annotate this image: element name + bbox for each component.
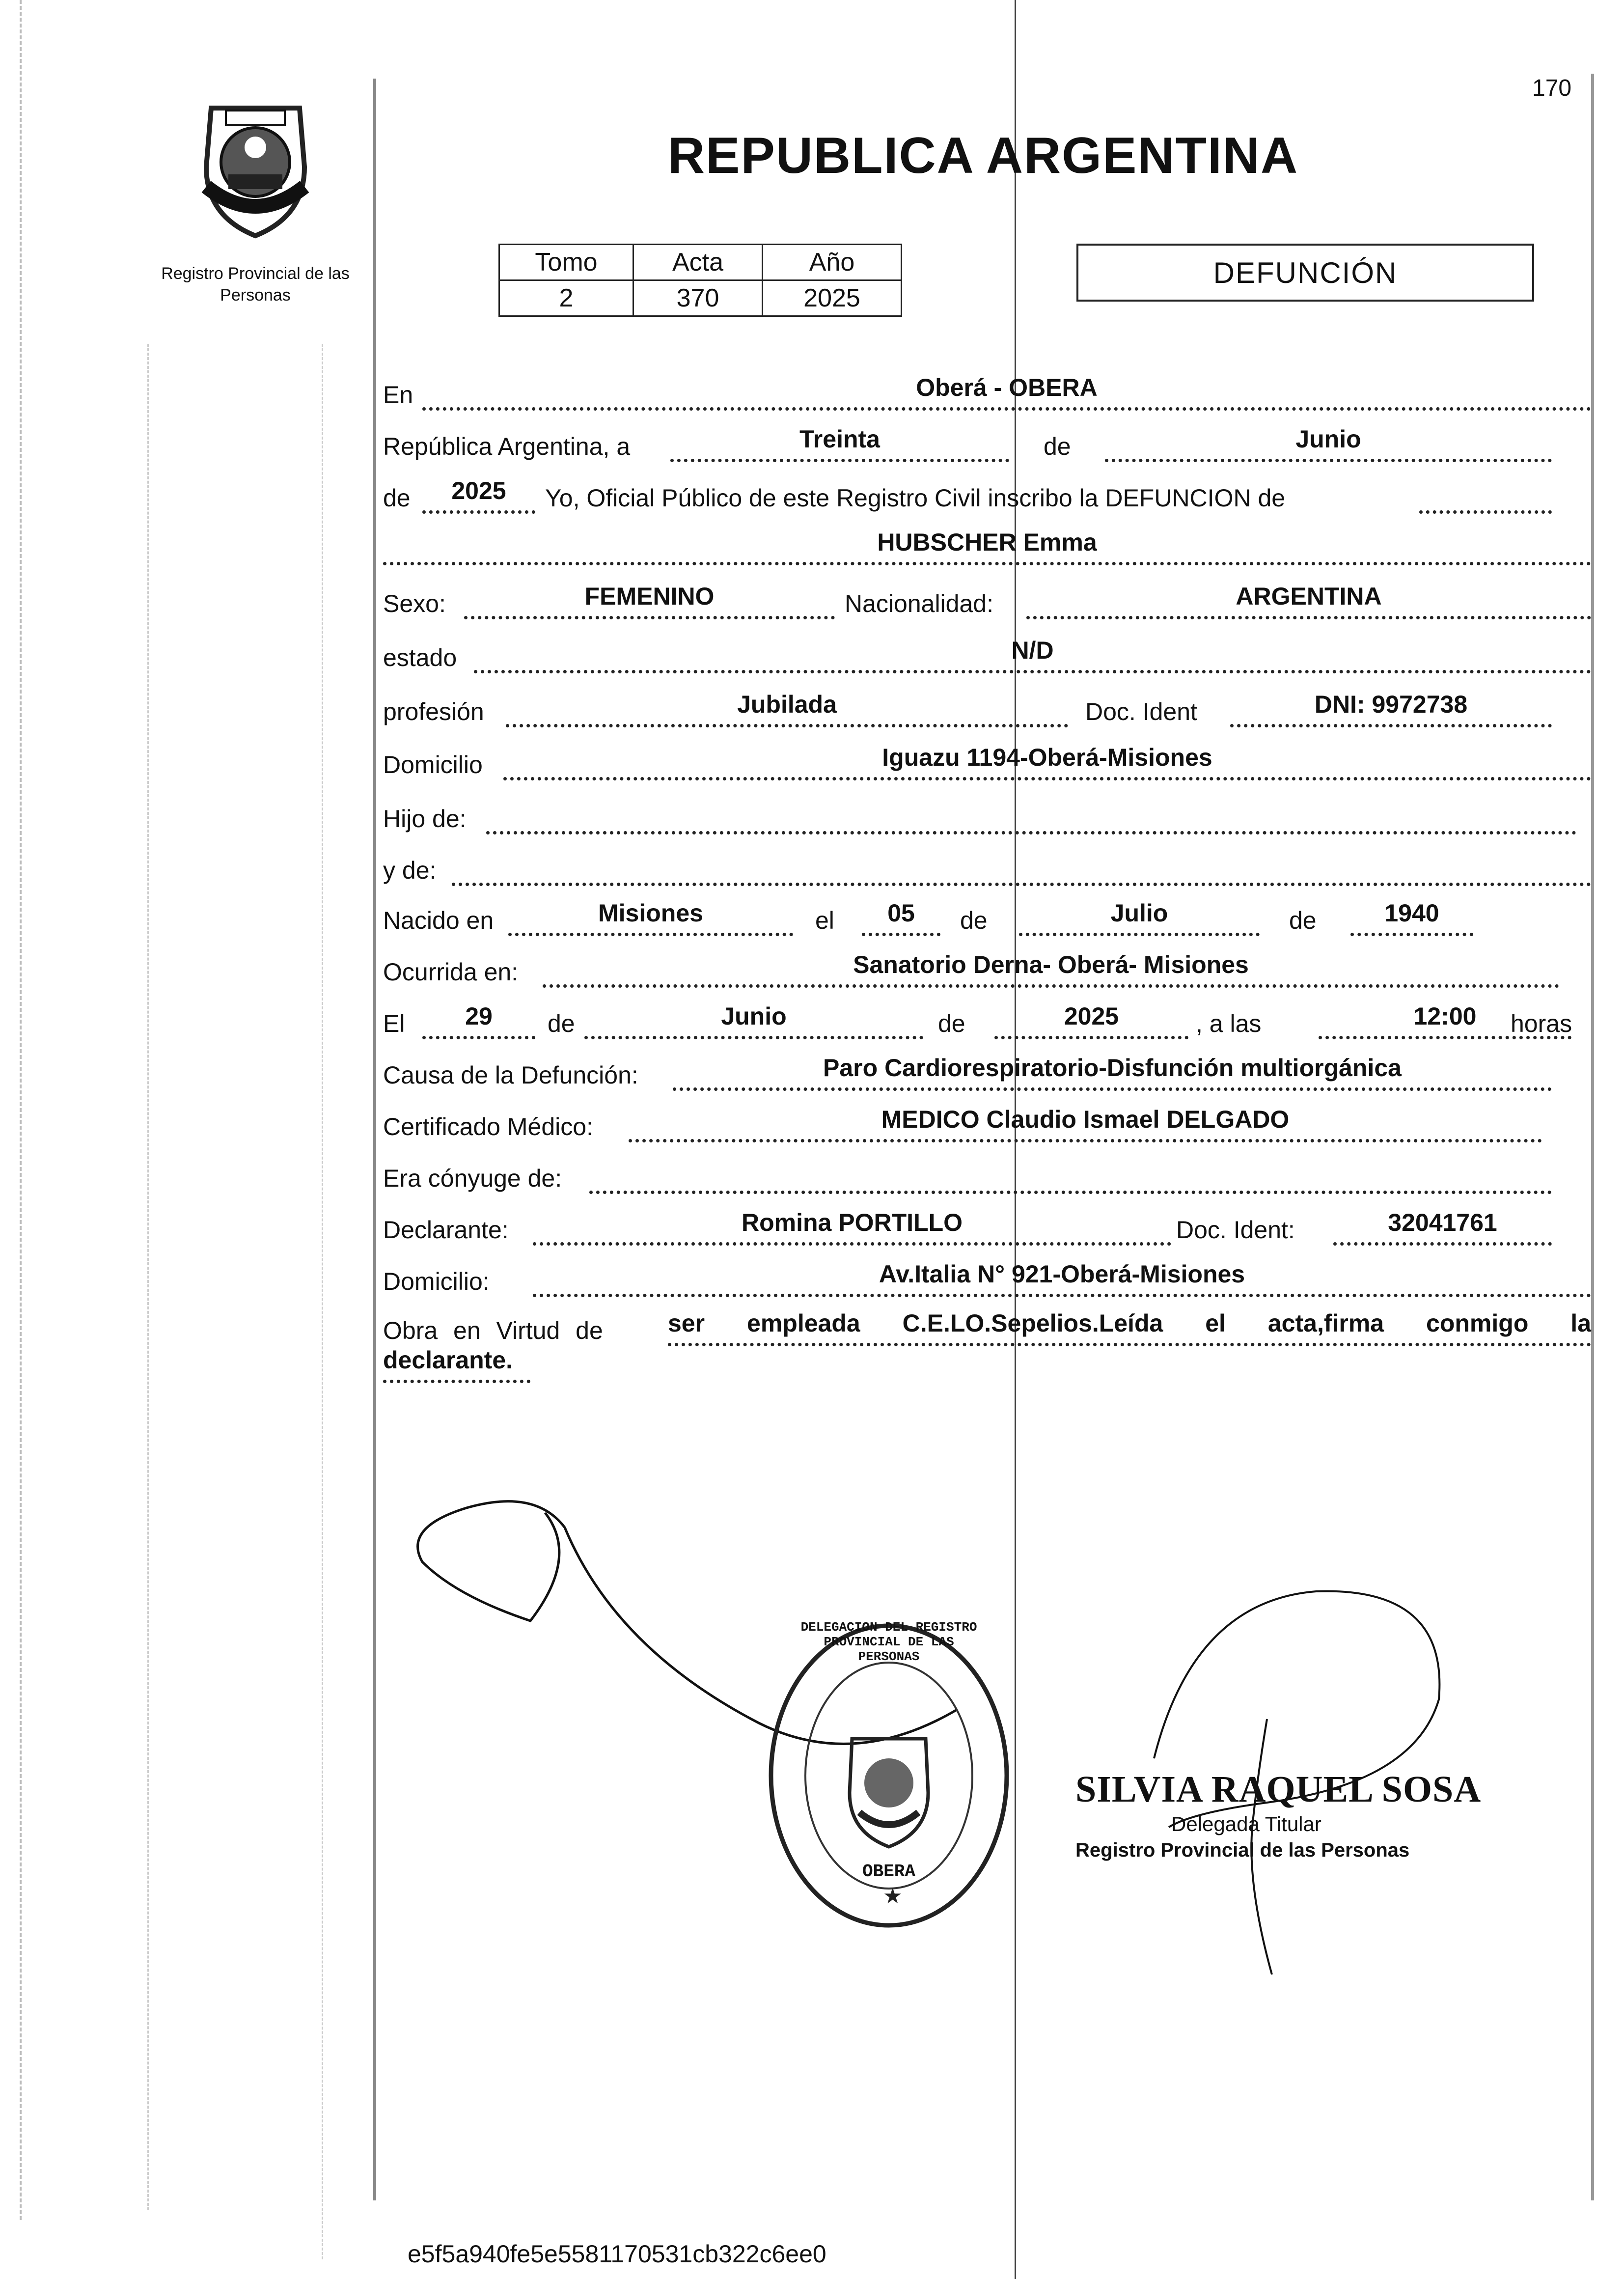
official-stamp <box>761 1616 1017 1935</box>
book-header-ano: Año <box>763 245 902 280</box>
label-causa: Causa de la Defunción: <box>383 1061 638 1089</box>
label-fecha-de2: de <box>938 1010 965 1037</box>
label-sexo: Sexo: <box>383 590 446 617</box>
row-republica <box>383 422 1591 467</box>
registry-label: Registro Provincial de las Personas <box>161 264 350 305</box>
row-obra-2 <box>383 1343 1591 1388</box>
field-fecha-year: 2025 <box>994 1001 1188 1039</box>
field-obra-line2: declarante. <box>383 1345 530 1383</box>
form-right-border <box>1591 74 1594 2200</box>
field-conyuge <box>589 1156 1552 1194</box>
book-header-tomo: Tomo <box>499 245 633 280</box>
book-table <box>498 244 902 317</box>
page-title: REPUBLICA ARGENTINA <box>668 127 1299 184</box>
label-nacido-de1: de <box>960 907 988 934</box>
book-table-header-row <box>499 245 902 280</box>
book-table-value-row <box>499 280 902 316</box>
field-hijo-de <box>486 797 1576 834</box>
stamp-ring-text: DELEGACION DEL REGISTRO PROVINCIAL DE LAS PERSONAS <box>800 1620 977 1664</box>
row-nacido <box>383 896 1591 941</box>
row-y-de <box>383 846 1591 890</box>
stamp-star: ★ <box>883 1884 903 1909</box>
field-estado: N/D <box>474 636 1591 673</box>
field-fecha-day: 29 <box>422 1001 535 1039</box>
book-value-ano: 2025 <box>763 280 902 316</box>
label-de: de <box>1044 433 1071 460</box>
label-y-de: y de: <box>383 857 437 884</box>
field-obra-line1: ser empleada C.E.LO.Sepelios.Leída el acta,firma conmigo la <box>668 1308 1591 1346</box>
form-left-border <box>373 79 376 2200</box>
row-domicilio <box>383 741 1591 785</box>
label-inscribo: Yo, Oficial Público de este Registro Civil inscribo la DEFUNCION de <box>545 484 1286 512</box>
field-domicilio: Iguazu 1194-Oberá-Misiones <box>503 743 1591 780</box>
row-hijo-de <box>383 795 1591 839</box>
left-margin-marks-2 <box>147 344 149 2210</box>
label-domicilio-declarante: Domicilio: <box>383 1268 490 1295</box>
field-nacionalidad: ARGENTINA <box>1026 582 1591 619</box>
field-nacido-place: Misiones <box>508 898 793 936</box>
label-certificado: Certificado Médico: <box>383 1113 593 1140</box>
field-deceased-name: HUBSCHER Emma <box>383 528 1591 565</box>
officer-office: Registro Provincial de las Personas <box>1075 1839 1410 1861</box>
label-fecha-de1: de <box>548 1010 575 1037</box>
document-type-box <box>1076 244 1534 302</box>
row-profesion <box>383 688 1591 732</box>
label-declarante-doc: Doc. Ident: <box>1176 1216 1295 1244</box>
label-fecha-el: El <box>383 1010 405 1037</box>
field-day: Treinta <box>670 424 1009 462</box>
officer-name: SILVIA RAQUEL SOSA <box>1075 1769 1482 1810</box>
label-hijo-de: Hijo de: <box>383 805 467 833</box>
left-margin-marks <box>20 0 22 2220</box>
field-time: 12:00 <box>1319 1001 1571 1039</box>
row-name <box>383 526 1591 570</box>
label-nacionalidad: Nacionalidad: <box>845 590 993 617</box>
label-estado: estado <box>383 644 457 671</box>
label-en: En <box>383 381 413 409</box>
field-defuncion-blank <box>1419 476 1552 514</box>
row-causa <box>383 1051 1591 1095</box>
field-domicilio-declarante: Av.Italia N° 921-Oberá-Misiones <box>533 1259 1591 1297</box>
row-declarante <box>383 1206 1591 1250</box>
field-fecha-month: Junio <box>584 1001 923 1039</box>
field-ocurrida: Sanatorio Derna- Oberá- Misiones <box>543 950 1559 988</box>
field-year: 2025 <box>422 476 535 514</box>
row-en <box>383 371 1591 415</box>
label-conyuge: Era cónyuge de: <box>383 1165 562 1192</box>
label-obra: Obra en Virtud de <box>383 1317 603 1344</box>
field-certificado: MEDICO Claudio Ismael DELGADO <box>629 1105 1542 1142</box>
field-en: Oberá - OBERA <box>422 373 1591 411</box>
left-margin-marks-3 <box>322 344 323 2259</box>
field-month: Junio <box>1105 424 1552 462</box>
row-ocurrida <box>383 948 1591 992</box>
label-a-las: , a las <box>1196 1010 1262 1037</box>
officer-role: Delegada Titular <box>1171 1812 1321 1835</box>
field-y-de <box>452 848 1591 886</box>
label-horas: horas <box>1511 1010 1572 1037</box>
document-hash: e5f5a940fe5e5581170531cb322c6ee0 <box>408 2240 826 2268</box>
stamp-emblem-icon <box>850 1739 928 1847</box>
page-number: 170 <box>1532 75 1572 101</box>
row-fecha <box>383 1000 1591 1044</box>
book-header-acta: Acta <box>633 245 763 280</box>
label-nacido-el: el <box>815 907 834 934</box>
label-nacido-de2: de <box>1289 907 1317 934</box>
field-declarante: Romina PORTILLO <box>533 1208 1171 1246</box>
field-causa: Paro Cardiorespiratorio-Disfunción multiorgánica <box>673 1053 1552 1091</box>
province-emblem <box>192 88 319 246</box>
field-doc-ident: DNI: 9972738 <box>1230 690 1552 727</box>
row-certificado <box>383 1103 1591 1147</box>
label-doc-ident: Doc. Ident <box>1085 698 1197 725</box>
label-republica: República Argentina, a <box>383 433 631 460</box>
book-value-acta: 370 <box>633 280 763 316</box>
book-value-tomo: 2 <box>499 280 633 316</box>
label-profesion: profesión <box>383 698 484 725</box>
province-emblem-icon <box>192 88 319 246</box>
label-ocurrida: Ocurrida en: <box>383 958 519 986</box>
label-declarante: Declarante: <box>383 1216 509 1244</box>
row-conyuge <box>383 1154 1591 1198</box>
row-domicilio-declarante <box>383 1257 1591 1302</box>
field-declarante-doc: 32041761 <box>1333 1208 1552 1246</box>
document-type: DEFUNCIÓN <box>1213 256 1398 289</box>
field-nacido-day: 05 <box>862 898 940 936</box>
field-nacido-year: 1940 <box>1350 898 1473 936</box>
field-profesion: Jubilada <box>506 690 1068 727</box>
row-year <box>383 474 1591 518</box>
label-domicilio: Domicilio <box>383 751 483 778</box>
row-sexo <box>383 580 1591 624</box>
label-nacido: Nacido en <box>383 907 494 934</box>
row-estado <box>383 634 1591 678</box>
label-year-de: de <box>383 484 411 512</box>
stamp-city: OBERA <box>862 1862 916 1882</box>
field-nacido-month: Julio <box>1019 898 1260 936</box>
field-sexo: FEMENINO <box>464 582 835 619</box>
